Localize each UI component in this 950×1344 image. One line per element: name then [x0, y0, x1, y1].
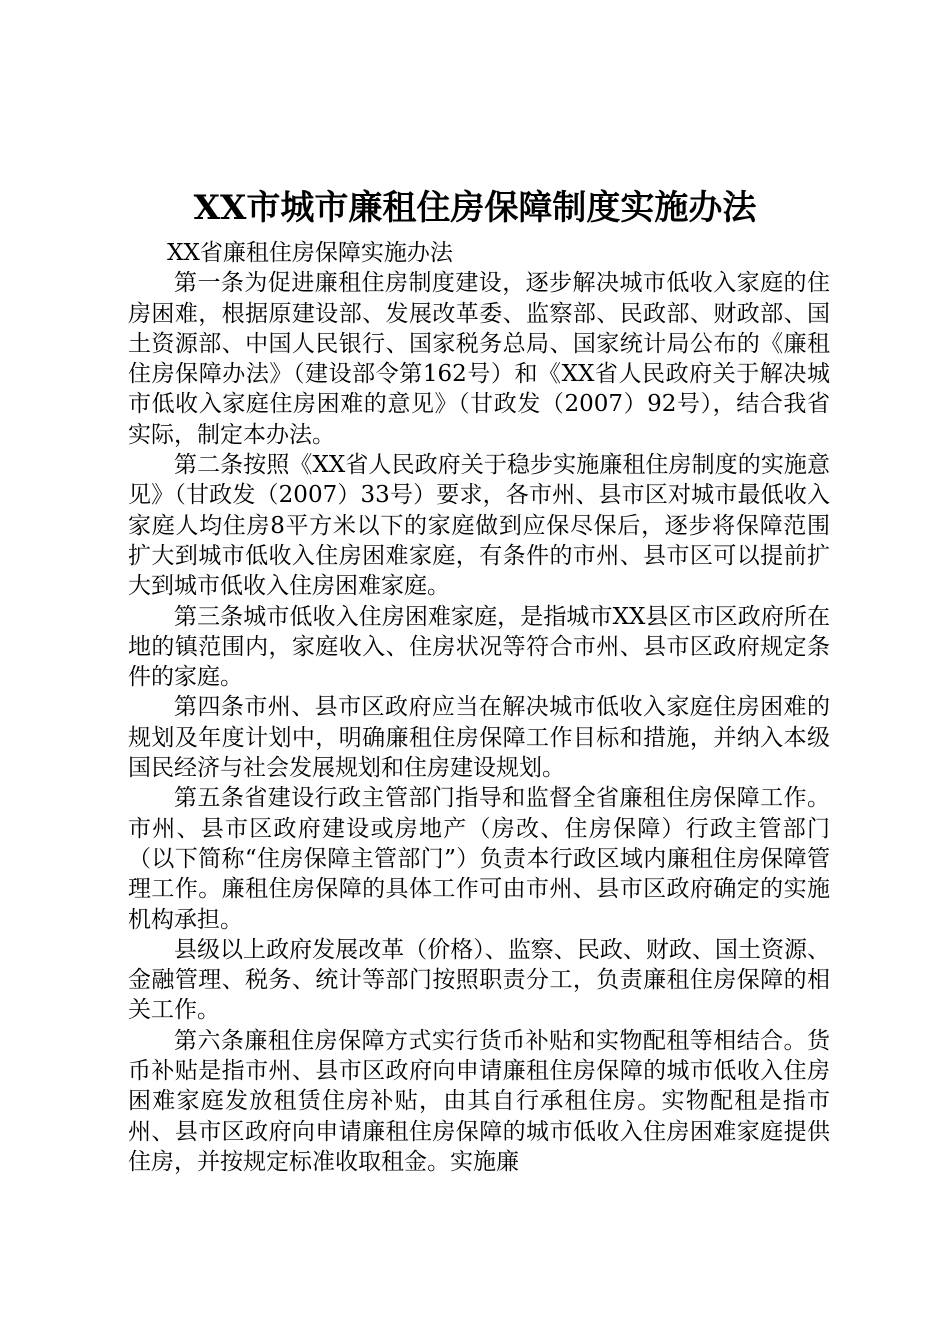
paragraph-article-5-cont: 县级以上政府发展改革（价格）、监察、民政、财政、国土资源、金融管理、税务、统计等部门按照职责分工，负责廉租住房保障的相关工作。 — [128, 936, 830, 1024]
document-subtitle: XX省廉租住房保障实施办法 — [167, 240, 453, 266]
paragraph-article-5: 第五条省建设行政主管部门指导和监督全省廉租住房保障工作。市州、县市区政府建设或房地产（房改、住房保障）行政主管部门（以下简称“住房保障主管部门”）负责本行政区域内廉租住房保障管理工作。廉租住房保障的具体工作可由市州、县市区政府确定的实施机构承担。 — [128, 785, 830, 933]
paragraph-article-2: 第二条按照《XX省人民政府关于稳步实施廉租住房制度的实施意见》（甘政发（2007）33号）要求，各市州、县市区对城市最低收入家庭人均住房8平方米以下的家庭做到应保尽保后，逐步将保障范围扩大到城市低收入住房困难家庭，有条件的市州、县市区可以提前扩大到城市低收入住房困难家庭。 — [128, 452, 830, 600]
paragraph-article-1: 第一条为促进廉租住房制度建设，逐步解决城市低收入家庭的住房困难，根据原建设部、发展改革委、监察部、民政部、财政部、国土资源部、中国人民银行、国家税务总局、国家统计局公布的《廉租住房保障办法》（建设部令第162号）和《XX省人民政府关于解决城市低收入家庭住房困难的意见》（甘政发（2007）92号），结合我省实际，制定本办法。 — [128, 270, 830, 448]
paragraph-article-4: 第四条市州、县市区政府应当在解决城市低收入家庭住房困难的规划及年度计划中，明确廉租住房保障工作目标和措施，并纳入本级国民经济与社会发展规划和住房建设规划。 — [128, 694, 830, 782]
paragraph-article-6: 第六条廉租住房保障方式实行货币补贴和实物配租等相结合。货币补贴是指市州、县市区政府向申请廉租住房保障的城市低收入住房困难家庭发放租赁住房补贴，由其自行承租住房。实物配租是指市州、县市区政府向申请廉租住房保障的城市低收入住房困难家庭提供住房，并按规定标准收取租金。实施廉 — [128, 1027, 830, 1175]
document-title: XX市城市廉租住房保障制度实施办法 — [193, 188, 757, 228]
paragraph-article-3: 第三条城市低收入住房困难家庭，是指城市XX县区市区政府所在地的镇范围内，家庭收入、住房状况等符合市州、县市区政府规定条件的家庭。 — [128, 603, 830, 691]
document-body — [128, 238, 830, 1177]
